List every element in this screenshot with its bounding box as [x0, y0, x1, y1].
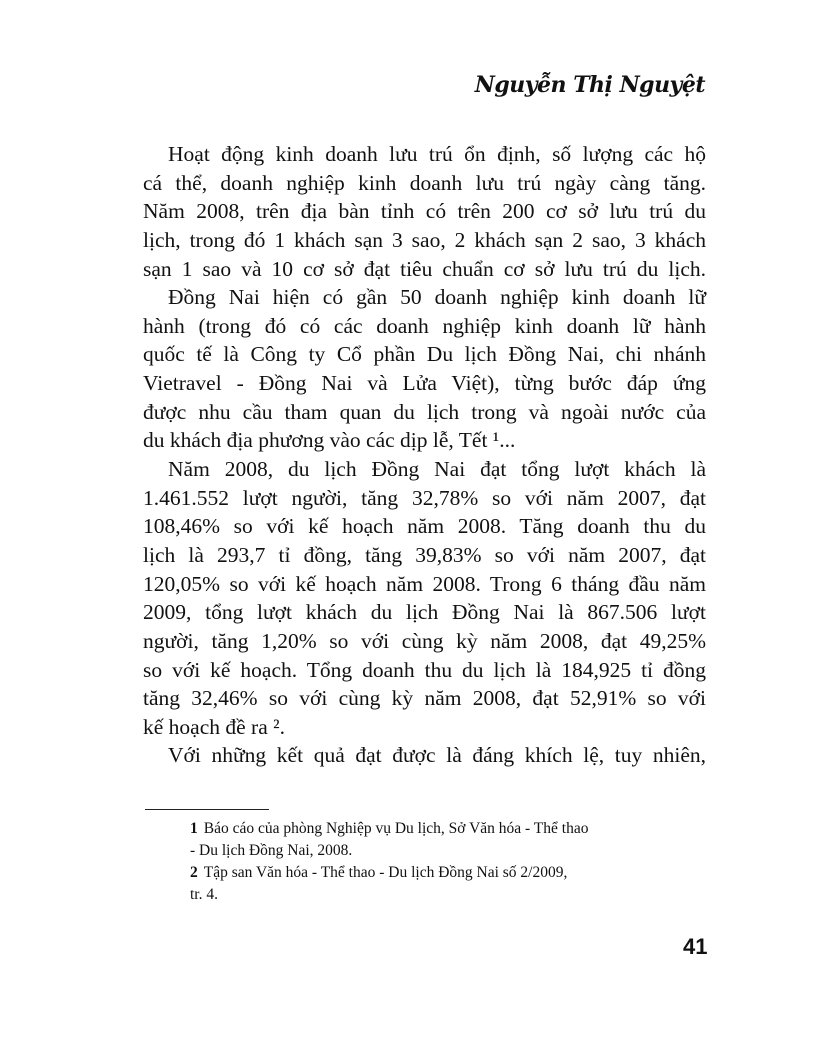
paragraph [143, 140, 706, 283]
text-line: lịch, trong đó 1 khách sạn 3 sao, 2 khách sạn 2 sao, 3 khách [143, 227, 706, 252]
text-line: Hoạt động kinh doanh lưu trú ổn định, số lượng các hộ [168, 142, 706, 166]
text-line: tăng 32,46% so với cùng kỳ năm 2008, đạt 52,91% so với [143, 686, 706, 711]
footnote-text: - Du lịch Đồng Nai, 2008. [190, 842, 353, 859]
running-header-author: Nguyễn Thị Nguyệt [474, 72, 705, 98]
text-line: so với kế hoạch. Tổng doanh thu du lịch là 184,925 tỉ đồng [143, 657, 706, 682]
text-line: 120,05% so với kế hoạch năm 2008. Trong 6 tháng đầu năm [143, 571, 706, 596]
footnote-text: Báo cáo của phòng Nghiệp vụ Du lịch, Sở Văn hóa - Thể thao [203, 820, 589, 837]
text-line: Năm 2008, du lịch Đồng Nai đạt tổng lượt khách là [168, 457, 706, 482]
footnote-line [190, 840, 706, 862]
footnote-text: tr. 4. [190, 886, 218, 903]
footnote-number: 2 [190, 864, 198, 881]
text-line: người, tăng 1,20% so với cùng kỳ năm 2008, đạt 49,25% [143, 628, 706, 653]
text-line: Với những kết quả đạt được là đáng khích lệ, tuy nhiên, [168, 743, 706, 768]
text-line: được nhu cầu tham quan du lịch trong và ngoài nước của [143, 399, 706, 424]
text-line: du khách địa phương vào các dịp lễ, Tết ¹... [143, 428, 516, 453]
footnote-line [190, 884, 706, 906]
footnote-text: Tập san Văn hóa - Thể thao - Du lịch Đồng Nai số 2/2009, [203, 864, 568, 881]
text-line: lịch là 293,7 tỉ đồng, tăng 39,83% so với năm 2007, đạt [143, 542, 706, 567]
paragraph [143, 455, 706, 741]
paragraph [143, 741, 706, 770]
footnote-line [190, 818, 706, 840]
text-line: 2009, tổng lượt khách du lịch Đồng Nai là 867.506 lượt [143, 600, 706, 625]
body-text [143, 140, 706, 770]
paragraph [143, 283, 706, 455]
footnote-divider [145, 809, 269, 810]
text-line: sạn 1 sao và 10 cơ sở đạt tiêu chuẩn cơ sở lưu trú du lịch. [143, 256, 706, 281]
text-line: Đồng Nai hiện có gần 50 doanh nghiệp kinh doanh lữ [168, 285, 706, 310]
text-line: kế hoạch đề ra ². [143, 714, 285, 739]
text-line: Vietravel - Đồng Nai và Lửa Việt), từng bước đáp ứng [143, 371, 706, 396]
text-line: Năm 2008, trên địa bàn tỉnh có trên 200 cơ sở lưu trú du [143, 199, 706, 224]
text-line: hành (trong đó có các doanh nghiệp kinh doanh lữ hành [143, 313, 706, 338]
footnotes [190, 818, 706, 906]
text-line: quốc tế là Công ty Cổ phần Du lịch Đồng Nai, chi nhánh [143, 342, 706, 367]
footnote-number: 1 [190, 820, 198, 837]
footnote-line [190, 862, 706, 884]
text-line: 108,46% so với kế hoạch năm 2008. Tăng doanh thu du [143, 514, 706, 539]
page-number: 41 [683, 934, 708, 959]
text-line: cá thể, doanh nghiệp kinh doanh lưu trú ngày càng tăng. [143, 170, 706, 195]
text-line: 1.461.552 lượt người, tăng 32,78% so với năm 2007, đạt [143, 485, 706, 510]
